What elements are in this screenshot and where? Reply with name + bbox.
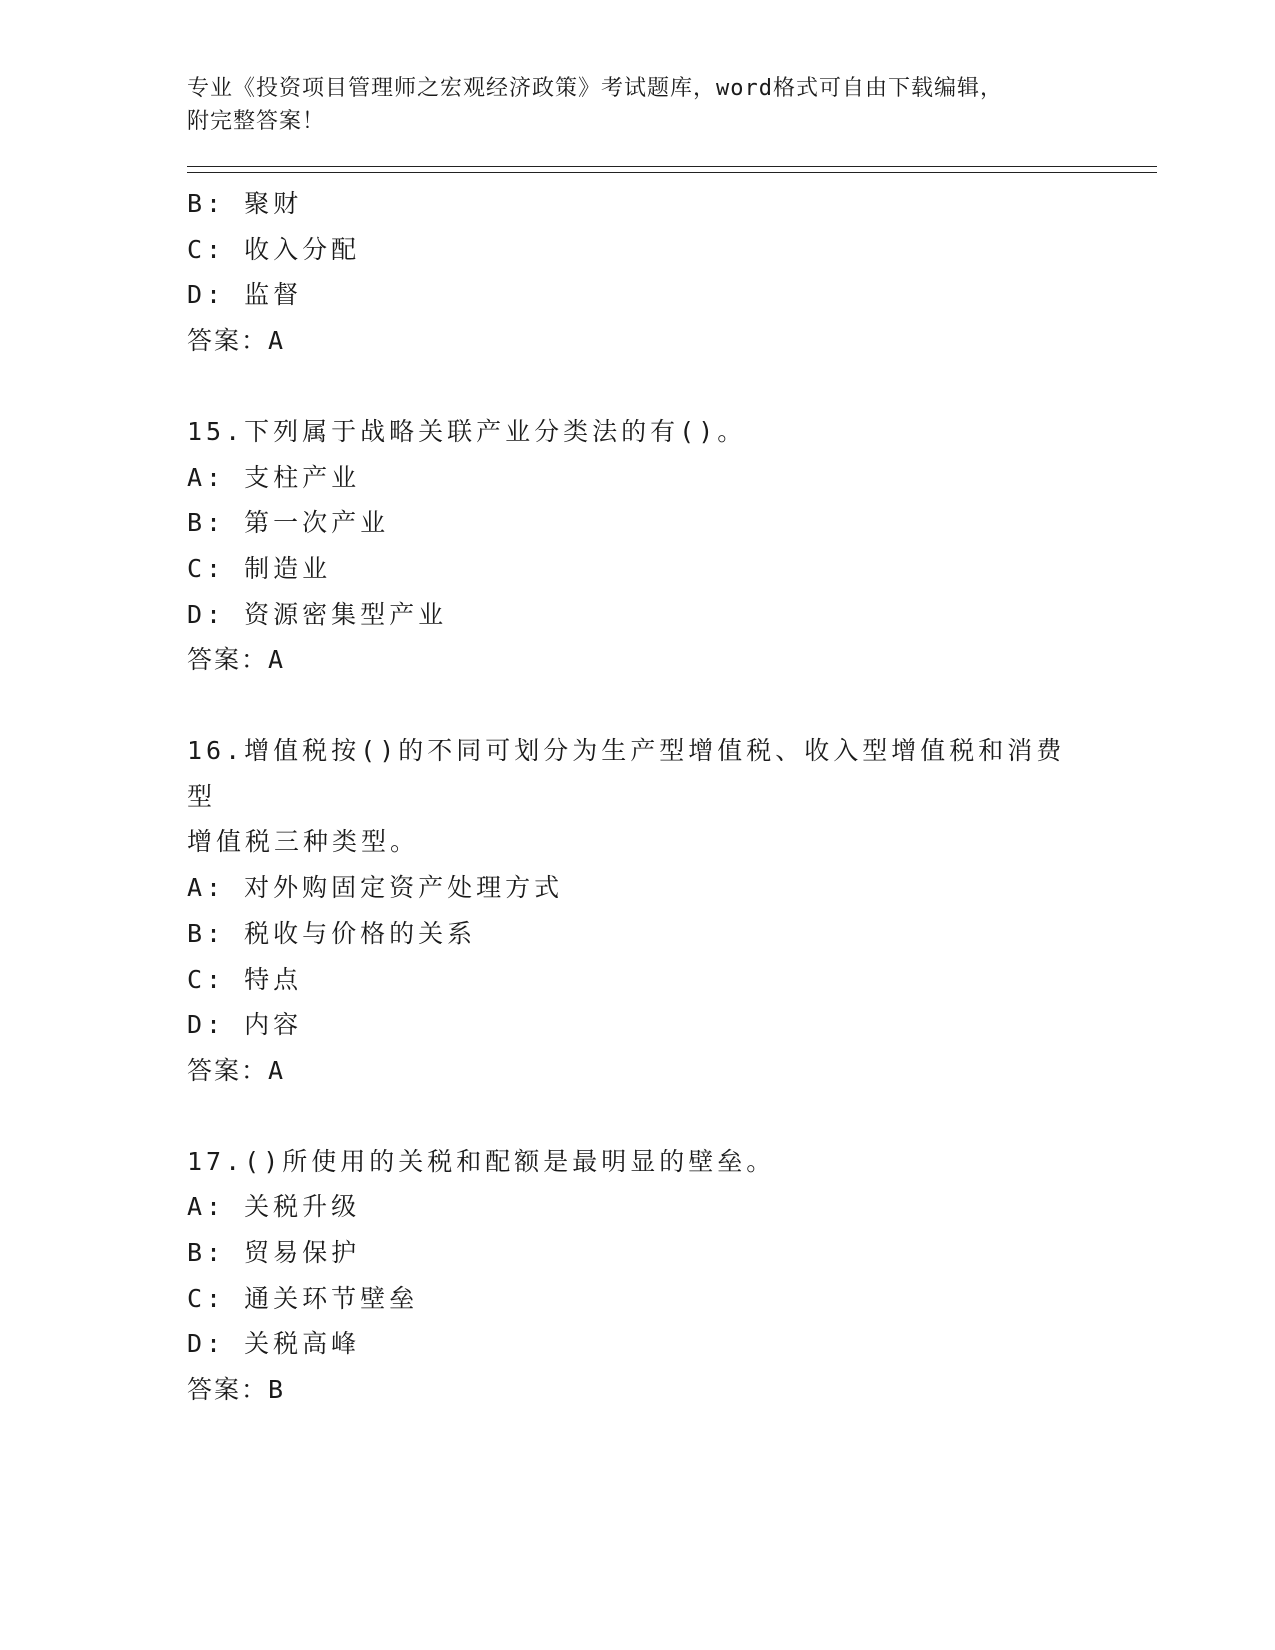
question-15 bbox=[187, 409, 1157, 683]
answer-line: 答案：A bbox=[187, 1055, 286, 1085]
header-line-2: 附完整答案！ bbox=[187, 109, 326, 134]
question-stem: 15.下列属于战略关联产业分类法的有()。 bbox=[187, 416, 747, 446]
option-d: D: 内容 bbox=[187, 1010, 303, 1040]
option-d: D: 关税高峰 bbox=[187, 1329, 361, 1359]
option-b: B: 税收与价格的关系 bbox=[187, 918, 477, 948]
option-a: A: 对外购固定资产处理方式 bbox=[187, 873, 564, 903]
option-b: B: 聚财 bbox=[187, 189, 303, 218]
option-b: B: 贸易保护 bbox=[187, 1238, 361, 1268]
option-a: A: 关税升级 bbox=[187, 1192, 361, 1222]
header-line-1: 专业《投资项目管理师之宏观经济政策》考试题库，word格式可自由下载编辑， bbox=[187, 76, 1003, 101]
option-d: D: 资源密集型产业 bbox=[187, 599, 448, 629]
option-c: C: 收入分配 bbox=[187, 234, 361, 264]
option-c: C: 制造业 bbox=[187, 553, 332, 583]
option-b: B: 第一次产业 bbox=[187, 508, 390, 538]
question-stem: 16.增值税按()的不同可划分为生产型增值税、收入型增值税和消费型 增值税三种类型。 bbox=[187, 736, 1066, 857]
document-page bbox=[187, 72, 1157, 1413]
question-17 bbox=[187, 1139, 1157, 1413]
option-c: C: 通关环节壁垒 bbox=[187, 1283, 419, 1313]
answer-line: 答案：B bbox=[187, 1375, 286, 1405]
document-header bbox=[187, 72, 1067, 138]
questions-content bbox=[187, 181, 1157, 1413]
header-double-rule bbox=[187, 166, 1157, 173]
question-stem: 17.()所使用的关税和配额是最明显的壁垒。 bbox=[187, 1146, 776, 1176]
partial-question bbox=[187, 181, 1157, 364]
question-16 bbox=[187, 728, 1157, 1094]
option-a: A: 支柱产业 bbox=[187, 462, 361, 492]
answer-line: 答案：A bbox=[187, 645, 286, 675]
option-d: D: 监督 bbox=[187, 280, 303, 310]
option-c: C: 特点 bbox=[187, 964, 303, 994]
answer-line: 答案：A bbox=[187, 326, 286, 356]
